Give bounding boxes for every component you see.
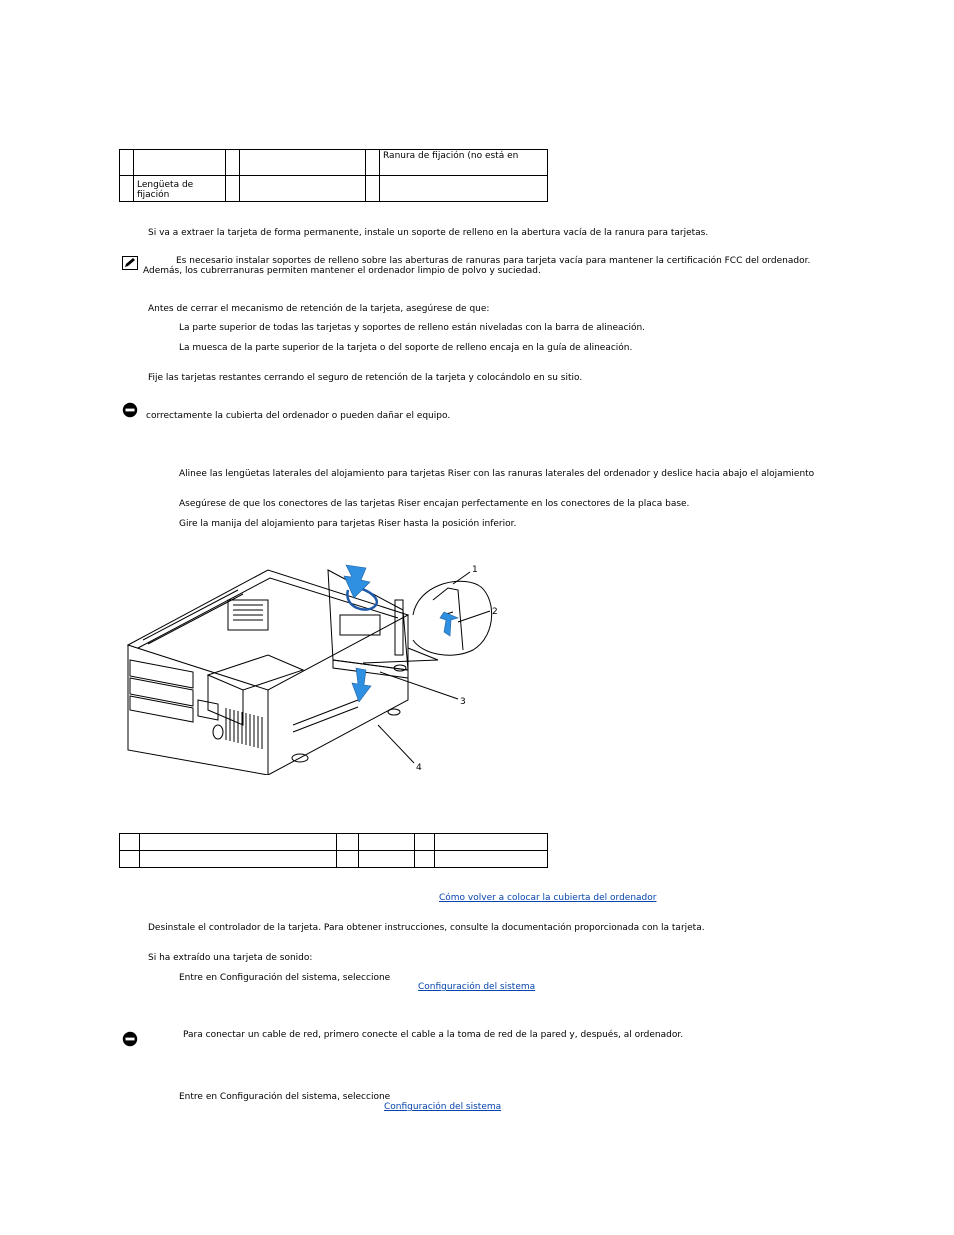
- legend-cell: [120, 834, 140, 851]
- paragraph-rotate-handle: Gire la manija del alojamiento para tarjetas Riser hasta la posición inferior.: [179, 519, 517, 529]
- paragraph-uninstall-driver: Desinstale el controlador de la tarjeta. Para obtener instrucciones, consulte la documentación proporcionada con la tarjeta.: [148, 923, 705, 933]
- legend-cell: [337, 834, 359, 851]
- paragraph-enter-setup-2: Entre en Configuración del sistema, seleccione: [179, 1092, 391, 1102]
- legend-cell: [240, 150, 366, 176]
- legend-cell: [140, 834, 337, 851]
- legend-cell: Ranura de fijación (no está en: [380, 150, 548, 176]
- legend-cell: [120, 150, 134, 176]
- paragraph-remove-permanent: Si va a extraer la tarjeta de forma permanente, instale un soporte de relleno en la abertura vacía de la ranura para tarjetas.: [148, 228, 709, 238]
- replace-cover-link[interactable]: Cómo volver a colocar la cubierta del ordenador: [439, 893, 657, 903]
- legend-cell: [120, 176, 134, 202]
- system-setup-link-1[interactable]: Configuración del sistema: [418, 982, 536, 992]
- legend-cell: [337, 851, 359, 868]
- bullet-item-1: La parte superior de todas las tarjetas y soportes de relleno están niveladas con la barra de alineación.: [179, 323, 646, 333]
- notice-icon: [122, 1031, 138, 1047]
- legend-cell: [435, 834, 548, 851]
- paragraph-secure-cards: Fije las tarjetas restantes cerrando el seguro de retención de la tarjeta y colocándolo en su sitio.: [148, 373, 583, 383]
- legend-table-top: [119, 149, 548, 202]
- note-line-1: Es necesario instalar soportes de relleno sobre las aberturas de ranuras para tarjeta vacía para mantener la certificación FCC del ordenador.: [176, 256, 811, 266]
- legend-cell: [435, 851, 548, 868]
- legend-cell: [415, 851, 435, 868]
- notice-text-2: Para conectar un cable de red, primero conecte el cable a la toma de red de la pared y, después, al ordenador.: [183, 1030, 684, 1040]
- legend-cell: [415, 834, 435, 851]
- legend-cell: [134, 150, 226, 176]
- legend-cell: [240, 176, 366, 202]
- paragraph-before-close: Antes de cerrar el mecanismo de retención de la tarjeta, asegúrese de que:: [148, 304, 490, 314]
- notice-icon: [122, 402, 138, 418]
- callout-2: 2: [492, 607, 498, 617]
- legend-cell: [359, 834, 415, 851]
- legend-cell: [120, 851, 140, 868]
- paragraph-enter-setup-1: Entre en Configuración del sistema, seleccione: [179, 973, 391, 983]
- callout-4: 4: [416, 763, 422, 773]
- legend-cell: [226, 176, 240, 202]
- paragraph-align-riser: Alinee las lengüetas laterales del alojamiento para tarjetas Riser con las ranuras laterales del ordenador y deslice hacia abajo el alojamiento: [179, 469, 815, 479]
- callout-3: 3: [460, 697, 466, 707]
- legend-table-bottom: [119, 833, 548, 868]
- legend-cell: Lengüeta de fijación: [134, 176, 226, 202]
- legend-cell: [380, 176, 548, 202]
- notice-text-1: correctamente la cubierta del ordenador o pueden dañar el equipo.: [146, 411, 451, 421]
- legend-cell: [366, 150, 380, 176]
- callout-1: 1: [472, 565, 478, 575]
- bullet-item-2: La muesca de la parte superior de la tarjeta o del soporte de relleno encaja en la guía de alineación.: [179, 343, 633, 353]
- legend-cell: [226, 150, 240, 176]
- paragraph-ensure-connectors: Asegúrese de que los conectores de las tarjetas Riser encajan perfectamente en los conectores de la placa base.: [179, 499, 690, 509]
- note-line-2: Además, los cubrerranuras permiten mantener el ordenador limpio de polvo y suciedad.: [143, 266, 541, 276]
- system-setup-link-2[interactable]: Configuración del sistema: [384, 1102, 502, 1112]
- note-pencil-icon: [122, 256, 138, 270]
- riser-cage-illustration: [118, 560, 498, 775]
- paragraph-sound-card: Si ha extraído una tarjeta de sonido:: [148, 953, 313, 963]
- legend-cell: [359, 851, 415, 868]
- legend-cell: [140, 851, 337, 868]
- legend-cell: [366, 176, 380, 202]
